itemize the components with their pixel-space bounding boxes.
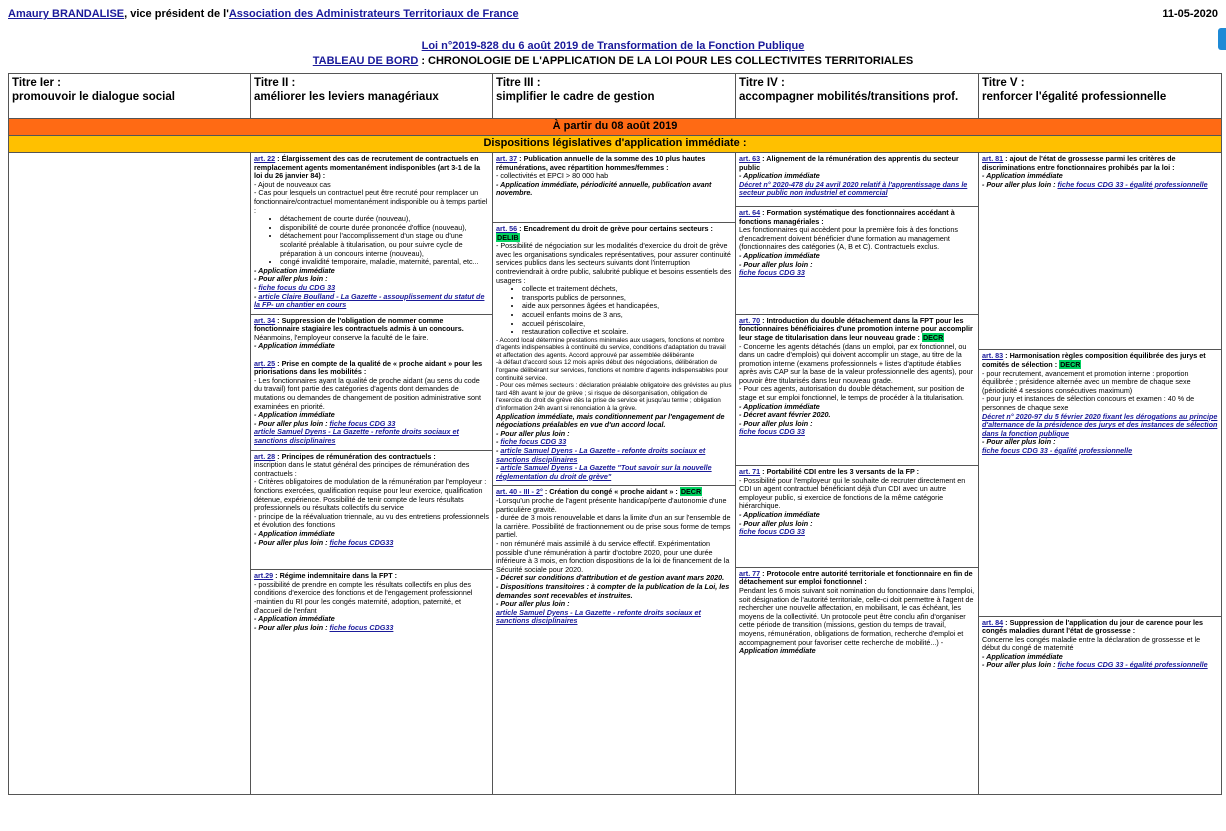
- article-link[interactable]: art.29: [254, 571, 274, 581]
- author-role: , vice président de l': [124, 8, 229, 20]
- document-date: 11-05-2020: [1162, 8, 1218, 20]
- resource-link[interactable]: article Samuel Dyens - La Gazette "Tout savoir sur la nouvelle réglementation du droit de grève": [496, 463, 712, 481]
- resource-link[interactable]: fiche focus CDG 33: [329, 418, 396, 428]
- resource-link[interactable]: article Samuel Dyens - La Gazette - refonte droits sociaux et sanctions disciplinaires: [254, 427, 459, 445]
- resource-link[interactable]: article Samuel Dyens - La Gazette - refonte droits sociaux et sanctions disciplinaires: [496, 607, 701, 626]
- article-link[interactable]: art. 70: [739, 315, 761, 325]
- column-header-titre-5: Titre V : renforcer l'égalité professionnelle: [979, 74, 1222, 119]
- delib-badge: DELIB: [497, 232, 519, 242]
- column-header-titre-4: Titre IV : accompagner mobilités/transitions prof.: [736, 74, 979, 119]
- resource-link[interactable]: Décret n° 2020-478 du 24 avril 2020 relatif à l'apprentissage dans le secteur public non industriel et commercial: [739, 179, 968, 198]
- article-link[interactable]: art. 25: [254, 358, 276, 368]
- chronology-table: [8, 73, 1222, 795]
- resource-link[interactable]: fiche focus CDG 33: [500, 437, 567, 447]
- date-band: À partir du 08 août 2019: [9, 119, 1222, 136]
- decr-badge: DECR: [922, 332, 944, 342]
- resource-link[interactable]: article Samuel Dyens - La Gazette - refonte droits sociaux et sanctions disciplinaires: [496, 446, 706, 464]
- decr-badge: DECR: [1060, 359, 1081, 369]
- header-row: [9, 74, 1222, 119]
- article-link[interactable]: art. 81: [982, 154, 1004, 163]
- article-link[interactable]: art. 84: [982, 617, 1004, 627]
- resource-link[interactable]: fiche focus CDG 33: [739, 427, 805, 437]
- resource-link[interactable]: fiche focus CDG 33: [739, 527, 805, 537]
- resource-link[interactable]: fiche focus CDG 33: [739, 268, 805, 278]
- article-link[interactable]: art. 71: [739, 467, 761, 477]
- sectors-list: • collecte et traitement déchets, • transports publics de personnes, • aide aux personnes âgées et handicapées, • accueil enfants moins de 3 ans, • accueil périscolaire, • restauration collective et scolaire.: [496, 285, 732, 337]
- titre-5-cell: art. 81 : ajout de l'état de grossesse parmi les critères de discriminations entre fonctionnaires prohibés par la loi : - Application immédiate - Pour aller plus loin : fiche focus CDG 33 - égalité professionnelle art. 83 : Harmonisation règles composition équilibrée des jurys et comités de sélection : DECR - pour recrutement, avancement et promotion interne : proportion équilibrée ; présidence alternée avec un membre de chaque sexe (périodicité 4 sessions consécutives maximum) - pour jury et instances de sélection concours et examen : 40 % de personnes de chaque sexe Décret n° 2020-97 du 5 février 2020 fixant les dérogations au principe d'alternance de la présidence des jurys et des instances de sélection dans la fonction publique - Pour aller plus loin : fiche focus CDG 33 - égalité professionnelle art. 84 : Suppression de l'application du jour de carence pour les congés maladies durant l'état de grossesse : Concerne les congés maladie entre la déclaration de grossesse et le début du congé de maternité - Application immédiate - Pour aller plus loin : fiche focus CDG 33 - égalité professionnelle: [979, 153, 1222, 795]
- top-bar: [8, 8, 1218, 24]
- article-link[interactable]: art. 22: [254, 154, 276, 163]
- dashboard-link[interactable]: TABLEAU DE BORD: [312, 55, 419, 67]
- content-row: [9, 153, 1222, 795]
- decr-badge: DECR: [680, 487, 702, 497]
- dashboard-title: [0, 55, 1226, 67]
- law-title[interactable]: Loi n°2019-828 du 6 août 2019 de Transformation de la Fonction Publique: [421, 40, 805, 52]
- author-link[interactable]: Amaury BRANDALISE: [8, 8, 125, 20]
- author-line: [8, 8, 519, 20]
- column-header-titre-3: Titre III : simplifier le cadre de gestion: [493, 74, 736, 119]
- article-link[interactable]: art. 28: [254, 451, 276, 461]
- association-link[interactable]: Association des Administrateurs Territoriaux de France: [228, 8, 519, 20]
- resource-link[interactable]: fiche focus CDG33: [329, 622, 394, 632]
- resource-link[interactable]: fiche focus CDG 33 - égalité professionnelle: [1057, 179, 1208, 189]
- resource-link[interactable]: Décret n° 2020-97 du 5 février 2020 fixant les dérogations au principe d'alternance de la présidence des jurys et des instances de sélection dans la fonction publique: [982, 411, 1218, 438]
- column-header-titre-2: Titre II : améliorer les leviers managériaux: [251, 74, 493, 119]
- resource-link[interactable]: fiche focus CDG33: [329, 537, 394, 547]
- column-header-titre-1: Titre Ier : promouvoir le dialogue social: [9, 74, 251, 119]
- article-link[interactable]: art. 56: [496, 223, 518, 233]
- dispositions-band: Dispositions législatives d'application immédiate :: [9, 136, 1222, 153]
- article-link[interactable]: art. 40 - III - 2°: [496, 487, 543, 497]
- resource-link[interactable]: fiche focus du CDG 33: [258, 282, 336, 292]
- article-link[interactable]: art. 34: [254, 315, 276, 325]
- titre-2-cell: art. 22 : Élargissement des cas de recrutement de contractuels en remplacement agents momentanément indisponibles (art 3-1 de la loi du 26 janvier 84) : - Ajout de nouveaux cas - Cas pour lesquels un contractuel peut être recruté pour remplacer un fonctionnaire/contractuel momentanément indisponible ou à temps partiel : • détachement de courte durée (nouveau), • disponibilité de courte durée prononcée d'office (nouveau), • détachement pour l'accomplissement d'un stage ou d'une scolarité préalable à titularisation, ou pour suivre cycle de préparation à un concours interne (nouveau), • congé invalidité temporaire, maladie, maternité, parental, etc... - Application immédiate - Pour aller plus loin : - fiche focus du CDG 33 - article Claire Boulland - La Gazette - assouplissement du statut de la FP- un chantier en cours art. 34 : Suppression de l'obligation de nommer comme fonctionnaire stagiaire les contractuels admis à un concours. Néanmoins, l'employeur conserve la faculté de le faire. - Application immédiate art. 25 : Prise en compte de la qualité de « proche aidant » pour les priorisations dans les mobilités : - Les fonctionnaires ayant la qualité de proche aidant (au sens du code du travail) font partie des catégories d'agents dont demandes de mutations ou demandes de changement de position administrative sont examinées en priorité. - Application immédiate - Pour aller plus loin : fiche focus CDG 33 article Samuel Dyens - La Gazette - refonte droits sociaux et sanctions disciplinaires art. 28 : Principes de rémunération des contractuels : inscription dans le statut général des principes de rémunération des contractuels : - Critères obligatoires de modulation de la rémunération par l'employeur : fonctions exercées, qualification requise pour leur exercice, qualification détenue, expérience. Possibilité de tenir compte de leurs résultats professionnels ou résultats collectifs du service - principe de la réévaluation triennale, au vu des entretiens professionnels et évolution des fonctions - Application immédiate - Pour aller plus loin : fiche focus CDG33 art.29 : Régime indemnitaire dans la FPT : - possibilité de prendre en compte les résultats collectifs en plus des conditions d'exercice des fonctions et de l'engagement professionnel -maintien du RI pour les congés maternité, adoption, paternité, et d'accueil de l'enfant - Application immédiate - Pour aller plus loin : fiche focus CDG33: [251, 153, 493, 795]
- article-link[interactable]: art. 63: [739, 154, 761, 163]
- resource-link[interactable]: fiche focus CDG 33 - égalité professionnelle: [1057, 660, 1208, 670]
- replacement-cases-list: • détachement de courte durée (nouveau), • disponibilité de courte durée prononcée d'office (nouveau), • détachement pour l'accomplissement d'un stage ou d'une scolarité préalable à titularisation, ou pour suivre cycle de préparation à un concours interne (nouveau), • congé invalidité temporaire, maladie, maternité, parental, etc...: [254, 215, 489, 267]
- dashboard-subtitle: : CHRONOLOGIE DE L'APPLICATION DE LA LOI POUR LES COLLECTIVITES TERRITORIALES: [418, 55, 914, 67]
- article-link[interactable]: art. 83: [982, 351, 1004, 361]
- article-link[interactable]: art. 37: [496, 154, 518, 163]
- resource-link[interactable]: article Claire Boulland - La Gazette - assouplissement du statut de la FP- un chantier en cours: [254, 291, 485, 310]
- article-link[interactable]: art. 64: [739, 207, 761, 217]
- titre-1-cell: [9, 153, 251, 795]
- titre-4-cell: art. 63 : Alignement de la rémunération des apprentis du secteur public - Application immédiate Décret n° 2020-478 du 24 avril 2020 relatif à l'apprentissage dans le secteur public non industriel et commercial art. 64 : Formation systématique des fonctionnaires accédant à fonctions managériales : Les fonctionnaires qui accèdent pour la première fois à des fonctions d'encadrement doivent bénéficier d'une formation au management (fonctionnaires des catégories (A, B et C). Contractuels exclus. - Application immédiate - Pour aller plus loin : fiche focus CDG 33 art. 70 : Introduction du double détachement dans la FPT pour les fonctionnaires bénéficiaires d'une promotion interne pour accomplir leur stage de titularisation dans leur nouveau grade : DECR - Concerne les agents détachés (dans un emploi, par ex fonctionnel, ou dans un cadre d'emplois) qui doivent accomplir un stage, au titre de la promotion interne (examens professionnels + listes d'aptitude établies après avis CAP sur la base de la valeur professionnelle des agents), pour pouvoir être titularisés dans leur nouveau grade. - Pour ces agents, autorisation du double détachement, sur position de stage et sur emploi fonctionnel, le temps de procéder à la titularisation. - Application immédiate - Décret avant février 2020. - Pour aller plus loin : fiche focus CDG 33 art. 71 : Portabilité CDI entre les 3 versants de la FP : - Possibilité pour l'employeur qui le souhaite de recruter directement en CDI un agent contractuel bénéficiant déjà d'un CDI avec un autre employeur public, si exercice de fonctions de la même catégorie hiérarchique. - Application immédiate - Pour aller plus loin : fiche focus CDG 33 art. 77 : Protocole entre autorité territoriale et fonctionnaire en fin de détachement sur emploi fonctionnel : Pendant les 6 mois suivant soit nomination du fonctionnaire dans l'emploi, soit désignation de l'autorité territoriale, celle-ci doit permettre à l'agent de rechercher une nouvelle affectation, en mobilisant, le cas échéant, les moyens de la collectivité. Un protocole peut être conclu afin d'organiser cette période de transition (missions, gestion du temps de travail, moyens, rémunération, obligations de formation, recherche d'emploi et accompagnement pour favoriser cette recherche de mobilité...) -Application immédiate: [736, 153, 979, 795]
- article-link[interactable]: art. 77: [739, 568, 761, 578]
- resource-link[interactable]: fiche focus CDG 33 - égalité professionnelle: [982, 445, 1133, 455]
- titre-3-cell: art. 37 : Publication annuelle de la somme des 10 plus hautes rémunérations, avec répartition hommes/femmes : - collectivités et EPCI > 80 000 hab - Application immédiate, périodicité annuelle, publication avant novembre. art. 56 : Encadrement du droit de grève pour certains secteurs : DELIB - Possibilité de négociation sur les modalités d'exercice du droit de grève avec les organisations syndicales représentatives, pour assurer continuité services publics dans les secteurs suivants dont l'interruption contreviendrait à ordre public, salubrité publique et besoins essentiels des usagers : • collecte et traitement déchets, • transports publics de personnes, • aide aux personnes âgées et handicapées, • accueil enfants moins de 3 ans, • accueil périscolaire, • restauration collective et scolaire. - Accord local détermine prestations minimales aux usagers, fonctions et nombre d'agents indispensables à continuité du service, conditions d'adaptation du travail et affectation des agents. Accord approuvé par assemblée délibérante -à défaut d'accord sous 12 mois après début des négociations, délibération de l'organe délibérant sur services, fonctions et nombre d'agents indispensables pour continuité service. - Pour ces mêmes secteurs : déclaration préalable obligatoire des grévistes au plus tard 48h avant le jour de grève ; si risque de désorganisation, obligation de l'exercice du droit de grève dès la prise de service et jusqu'au terme ; obligation d'information 24h avant si renonciation à la grève. Application immédiate, mais conditionnement par l'engagement de négociations préalables en vue d'un accord local. - Pour aller plus loin : - fiche focus CDG 33 - article Samuel Dyens - La Gazette - refonte droits sociaux et sanctions disciplinaires - article Samuel Dyens - La Gazette "Tout savoir sur la nouvelle réglementation du droit de grève" art. 40 - III - 2° : Création du congé « proche aidant » : DECR -Lorsqu'un proche de l'agent présente handicap/perte d'autonomie d'une particulière gravité. - durée de 3 mois renouvelable et dans la limite d'un an sur l'ensemble de la carrière. Possibilité de fractionnement ou de prise sous forme de temps partiel. - non rémunéré mais assimilé à du service effectif. Expérimentation possible d'une rémunération à partir d'octobre 2020, pour une durée inférieure à 3 mois, en fonction dispositions de la loi de financement de la Sécurité sociale pour 2020. - Décret sur conditions d'attribution et de gestion avant mars 2020. - Dispositions transitoires : à compter de la publication de la Loi, les demandes sont recevables et instruites. - Pour aller plus loin : article Samuel Dyens - La Gazette - refonte droits sociaux et sanctions disciplinaires: [493, 153, 736, 795]
